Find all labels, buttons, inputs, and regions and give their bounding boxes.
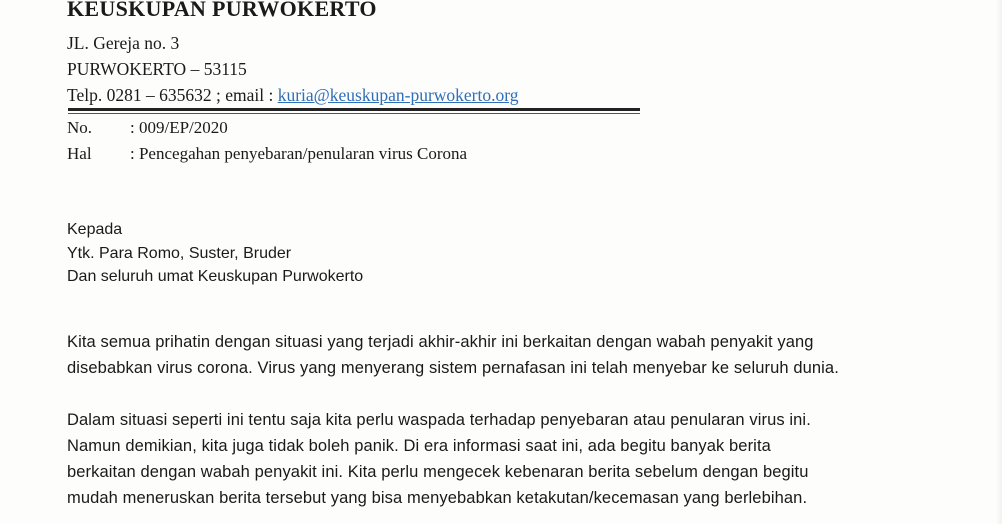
- letterhead-city: PURWOKERTO – 53115: [67, 59, 247, 79]
- letterhead-contact: [67, 85, 519, 106]
- paragraph-1-line: Kita semua prihatin dengan situasi yang terjadi akhir-akhir ini berkaitan dengan wabah penyakit yang: [67, 333, 814, 351]
- letterhead-divider-thin: [68, 113, 640, 114]
- letter-subject-value: : Pencegahan penyebaran/penularan virus Corona: [130, 144, 468, 163]
- letter-number-value: : 009/EP/2020: [130, 118, 228, 137]
- paragraph-2-line: berkaitan dengan wabah penyakit ini. Kita perlu mengecek kebenaran berita sebelum dengan begitu: [67, 463, 809, 481]
- paragraph-2-line: mudah meneruskan berita tersebut yang bisa menyebabkan ketakutan/kecemasan yang berlebihan.: [67, 489, 808, 507]
- paragraph-2-line: Namun demikian, kita juga tidak boleh panik. Di era informasi saat ini, ada begitu banyak berita: [67, 437, 771, 455]
- email-link[interactable]: kuria@keuskupan-purwokerto.org: [277, 85, 519, 105]
- paragraph-1-line: disebabkan virus corona. Virus yang menyerang sistem pernafasan ini telah menyebar ke seluruh dunia.: [67, 359, 839, 377]
- letterhead-address: JL. Gereja no. 3: [67, 33, 180, 53]
- recipient-line-1: Ytk. Para Romo, Suster, Bruder: [67, 245, 292, 262]
- letter-subject-label: Hal: [67, 144, 92, 163]
- paragraph-2-line: Dalam situasi seperti ini tentu saja kita perlu waspada terhadap penyebaran atau penularan virus ini.: [67, 411, 811, 429]
- letter-number-label: No.: [67, 118, 93, 137]
- letter-number-row: [67, 118, 228, 138]
- letterhead-divider-thick: [68, 108, 640, 111]
- recipient-salutation: Kepada: [67, 221, 123, 238]
- contact-phone-text: Telp. 0281 – 635632 ; email :: [67, 85, 278, 105]
- letter-subject-row: [67, 144, 467, 164]
- scan-edge-shadow: [996, 0, 1002, 524]
- letterhead-org-name: KEUSKUPAN PURWOKERTO: [67, 0, 377, 21]
- recipient-line-2: Dan seluruh umat Keuskupan Purwokerto: [67, 268, 364, 285]
